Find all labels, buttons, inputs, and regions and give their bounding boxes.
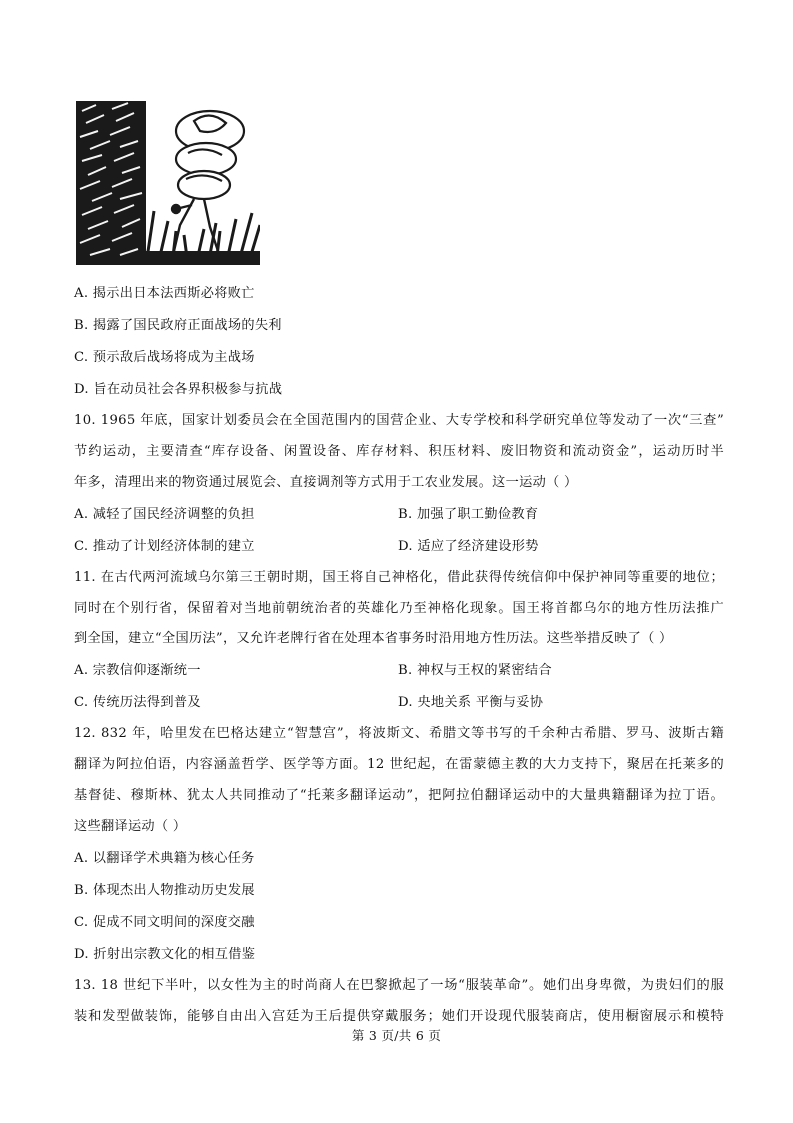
q11-option-d[interactable]: D. 央地关系 平衡与妥协	[398, 695, 544, 710]
q10-stem-line-2: 节约运动，主要清查“库存设备、闲置设备、库存材料、积压材料、废旧物资和流动资金”，运动历时半	[74, 444, 724, 459]
q12-stem-line-2: 翻译为阿拉伯语，内容涵盖哲学、医学等方面。12 世纪起，在雷蒙德主教的大力支持下，聚居在托莱多的	[74, 757, 724, 772]
q12-stem-line-3: 基督徒、穆斯林、犹太人共同推动了“托莱多翻译运动”，把阿拉伯翻译运动中的大量典籍翻译为拉丁语。	[74, 788, 724, 803]
q12-stem-line-4: 这些翻译运动（ ）	[74, 819, 187, 834]
q9-option-a[interactable]: A. 揭示出日本法西斯必将败亡	[74, 286, 255, 301]
page-footer: 第 3 页/共 6 页	[351, 1028, 442, 1043]
q10-option-c[interactable]: C. 推动了计划经济体制的建立	[74, 539, 255, 554]
q10-stem-line-1: 10. 1965 年底，国家计划委员会在全国范围内的国营企业、大专学校和科学研究单位等发动了一次“三查”	[74, 413, 724, 428]
q12-option-a[interactable]: A. 以翻译学术典籍为核心任务	[74, 851, 255, 866]
q9-option-c[interactable]: C. 预示敌后战场将成为主战场	[74, 350, 255, 365]
q9-option-d[interactable]: D. 旨在动员社会各界积极参与抗战	[74, 382, 283, 397]
q11-option-c[interactable]: C. 传统历法得到普及	[74, 695, 201, 710]
q12-stem-line-1: 12. 832 年，哈里发在巴格达建立“智慧宫”，将波斯文、希腊文等书写的千余种古希腊、罗马、波斯古籍	[74, 726, 724, 741]
q11-option-a[interactable]: A. 宗教信仰逐渐统一	[74, 663, 201, 678]
q9-option-b[interactable]: B. 揭露了国民政府正面战场的失利	[74, 318, 282, 333]
q12-option-b[interactable]: B. 体现杰出人物推动历史发展	[74, 883, 255, 898]
q11-stem-line-2: 同时在个别行省，保留着对当地前朝统治者的英雄化乃至神格化现象。国王将首都乌尔的地方性历法推广	[74, 601, 724, 616]
q11-stem-line-1: 11. 在古代两河流域乌尔第三王朝时期，国王将自己神格化，借此获得传统信仰中保护神同等重要的地位；	[74, 570, 724, 585]
woodcut-illustration	[76, 101, 260, 265]
q10-option-d[interactable]: D. 适应了经济建设形势	[398, 539, 539, 554]
q10-stem-line-3: 年多，清理出来的物资通过展览会、直接调剂等方式用于工农业发展。这一运动（ ）	[74, 475, 578, 490]
q12-option-d[interactable]: D. 折射出宗教文化的相互借鉴	[74, 947, 256, 962]
q12-option-c[interactable]: C. 促成不同文明间的深度交融	[74, 915, 255, 930]
q11-stem-line-3: 到全国，建立“全国历法”，又允许老牌行省在处理本省事务时沿用地方性历法。这些举措反映了（ ）	[74, 631, 673, 646]
q11-option-b[interactable]: B. 神权与王权的紧密结合	[398, 663, 552, 678]
q13-stem-line-1: 13. 18 世纪下半叶，以女性为主的时尚商人在巴黎掀起了一场“服装革命”。她们出身卑微，为贵妇们的服	[74, 978, 724, 993]
q10-option-b[interactable]: B. 加强了职工勤俭教育	[398, 507, 539, 522]
q10-option-a[interactable]: A. 减轻了国民经济调整的负担	[74, 507, 255, 522]
q13-stem-line-2: 装和发型做装饰，能够自由出入宫廷为王后提供穿戴服务；她们开设现代服装商店，使用橱窗展示和模特	[74, 1009, 724, 1024]
